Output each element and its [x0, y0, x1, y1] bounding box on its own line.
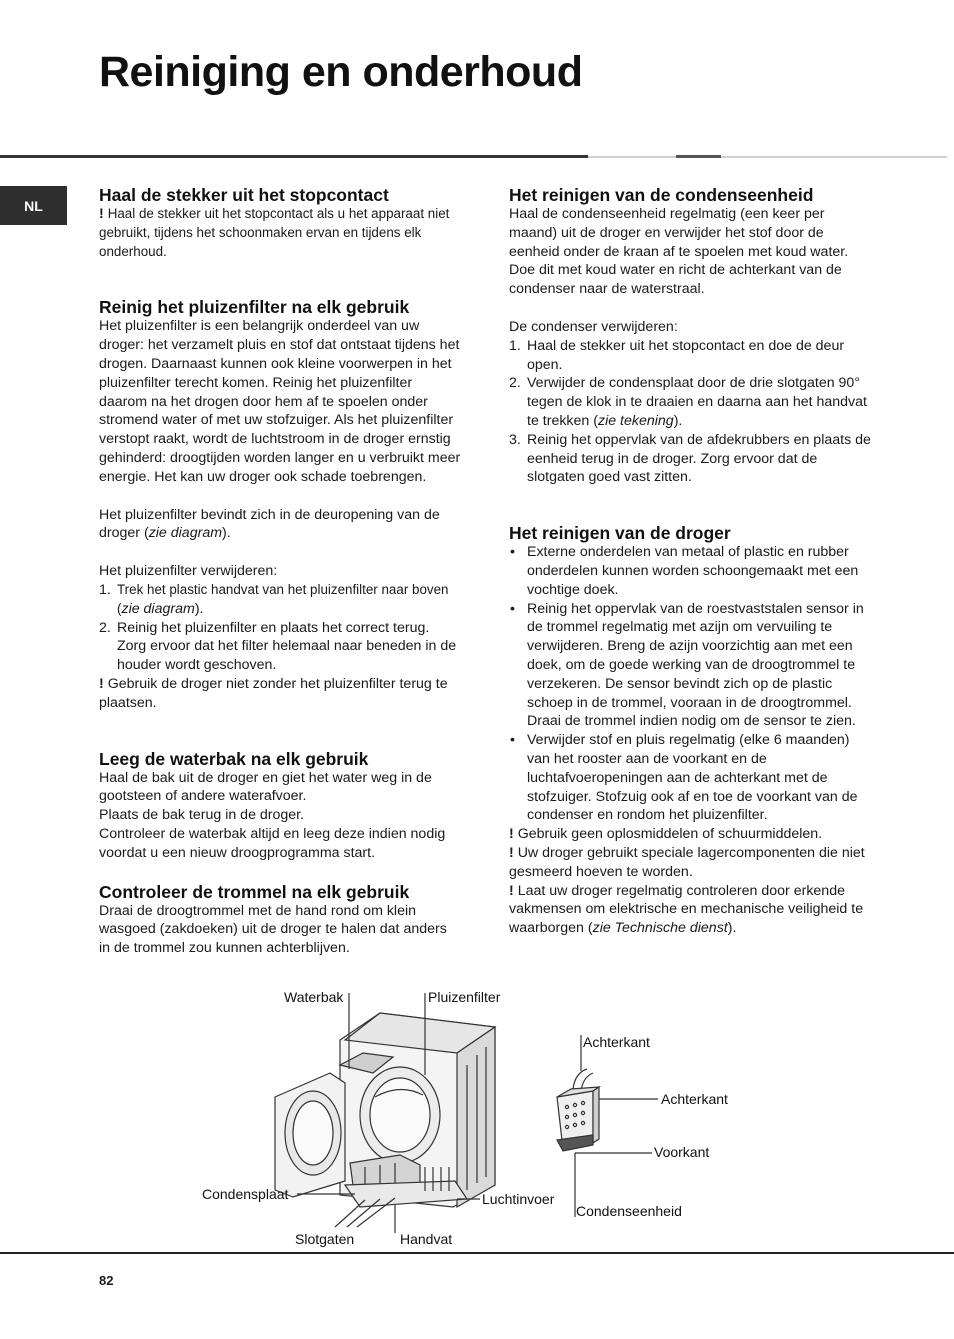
label-achterkant-side: Achterkant: [661, 1091, 728, 1107]
right-column: [509, 185, 871, 938]
list-item: • Reinig het oppervlak van de roestvaststalen sensor in de trommel regelmatig met azijn om vervuiling te verwijderen. Breng de azijn voorzichtig aan met een doek, om de goede werking van de droogtrommel te verzekeren. De sensor bevindt zich op de plastic schoep in de trommel, vooraan in de droogtrommel. Draai de trommel indien nodig om de sensor te zien.: [509, 600, 871, 732]
label-waterbak: Waterbak: [284, 989, 344, 1005]
condenser-intro: Haal de condenseenheid regelmatig (een keer per maand) uit de droger en verwijder het stof door de eenheid onder de kraan af te spoelen met koud water. Doe dit met koud water en richt de achterkant van de condenser naar de waterstraal.: [509, 206, 849, 298]
drum-check-text: Draai de droogtrommel met de hand rond om klein wasgoed (zakdoeken) uit de droger te halen dat anders in de trommel zou kunnen achterblijven.: [99, 902, 447, 957]
list-item: • Externe onderdelen van metaal of plastic en rubber onderdelen kunnen worden schoongemaakt met een vochtige doek.: [509, 543, 871, 599]
footer-rule: [0, 1252, 954, 1254]
header-rule-mid: [676, 155, 721, 158]
heading-unplug: Haal de stekker uit het stopcontact: [99, 185, 389, 205]
warning-lint-filter: ! Gebruik de droger niet zonder het pluizenfilter terug te plaatsen.: [99, 675, 448, 711]
warning-unplug: ! Haal de stekker uit het stopcontact als u het apparaat niet gebruikt, tijdens het schoonmaken ervan en tijdens elk onderhoud.: [99, 206, 450, 259]
dryer-diagram: [195, 985, 728, 1250]
heading-water-container: Leeg de waterbak na elk gebruik: [99, 748, 369, 769]
language-tab: NL: [0, 186, 67, 225]
warning-service: ! Laat uw droger regelmatig controleren door erkende vakmensen om elektrische en mechanische veiligheid te waarborgen (zie Technische dienst).: [509, 882, 864, 937]
lint-filter-intro: Het pluizenfilter is een belangrijk onderdeel van uw droger: het verzamelt pluis en stof dat ontstaat tijdens het drogen. Daarnaast kunnen ook kleine voorwerpen in het pluizenfilter terecht komen. Reinig het pluizenfilter daarom na het drogen door hem af te spoelen onder stromend water of met uw stofzuiger. Als het pluizenfilter verstopt raakt, wordt de luchtstroom in de droger ernstig gehinderd: droogtijden worden langer en u verbruikt meer energie. Het kan uw droger ook schade toebrengen.: [99, 318, 461, 485]
label-pluizenfilter: Pluizenfilter: [428, 989, 501, 1005]
label-condenseenheid: Condenseenheid: [576, 1203, 682, 1219]
page-number: 82: [99, 1273, 114, 1288]
exclamation-icon: !: [99, 675, 104, 692]
label-condensplaat: Condensplaat: [202, 1186, 289, 1202]
list-item: 1. Haal de stekker uit het stopcontact en doe de deur open.: [509, 337, 845, 373]
water-container-text-1: Haal de bak uit de droger en giet het water weg in de gootsteen of andere waterafvoer.: [99, 769, 432, 805]
header-rule: [0, 155, 588, 158]
page-title: Reiniging en onderhoud: [99, 48, 583, 96]
water-container-text-3: Controleer de waterbak altijd en leeg deze indien nodig voordat u een nieuw droogprogramma start.: [99, 825, 446, 861]
dryer-cleaning-list: [509, 543, 871, 825]
left-column: [99, 185, 461, 958]
header-rule-light-2: [721, 156, 947, 158]
water-container-text-2: Plaats de bak terug in de droger.: [99, 807, 305, 824]
exclamation-icon: !: [509, 826, 514, 843]
lint-filter-steps: [99, 581, 461, 675]
list-item: 2. Verwijder de condensplaat door de drie slotgaten 90° tegen de klok in te draaien en daarna aan het handvat te trekken (zie tekening).: [509, 375, 867, 429]
heading-dryer-cleaning: Het reinigen van de droger: [509, 523, 731, 544]
label-slotgaten: Slotgaten: [295, 1231, 355, 1247]
warning-bearings: ! Uw droger gebruikt speciale lagercomponenten die niet gesmeerd hoeven te worden.: [509, 844, 865, 880]
lint-filter-location: Het pluizenfilter bevindt zich in de deuropening van de droger (zie diagram).: [99, 506, 440, 542]
exclamation-icon: !: [99, 206, 104, 222]
condenser-remove-title: De condenser verwijderen:: [509, 318, 678, 335]
label-voorkant: Voorkant: [654, 1144, 710, 1160]
label-achterkant-top: Achterkant: [583, 1034, 650, 1050]
exclamation-icon: !: [509, 882, 514, 899]
label-luchtinvoer: Luchtinvoer: [482, 1191, 555, 1207]
label-handvat: Handvat: [400, 1231, 453, 1247]
header-rule-light: [588, 156, 676, 158]
heading-lint-filter: Reinig het pluizenfilter na elk gebruik: [99, 297, 410, 318]
list-item: 2. Reinig het pluizenfilter en plaats het correct terug. Zorg ervoor dat het filter helemaal naar beneden in de houder wordt geschoven.: [99, 619, 457, 674]
list-item: 1. Trek het plastic handvat van het pluizenfilter naar boven (zie diagram).: [99, 581, 449, 617]
list-item: 3. Reinig het oppervlak van de afdekrubbers en plaats de eenheid terug in de droger. Zorg ervoor dat de slotgaten goed vast zitten.: [509, 431, 871, 486]
heading-drum-check: Controleer de trommel na elk gebruik: [99, 881, 410, 902]
lint-filter-remove-title: Het pluizenfilter verwijderen:: [99, 563, 278, 580]
heading-condenser: Het reinigen van de condenseenheid: [509, 185, 814, 205]
exclamation-icon: !: [509, 844, 514, 861]
list-item: • Verwijder stof en pluis regelmatig (elke 6 maanden) van het rooster aan de voorkant en de luchtafvoeropeningen aan de achterkant met de stofzuiger. Stofzuig ook af en toe de voorkant van de condenser en rondom het pluizenfilter.: [509, 731, 871, 825]
warning-solvents: ! Gebruik geen oplosmiddelen of schuurmiddelen.: [509, 826, 823, 843]
condenser-steps: [509, 337, 871, 487]
